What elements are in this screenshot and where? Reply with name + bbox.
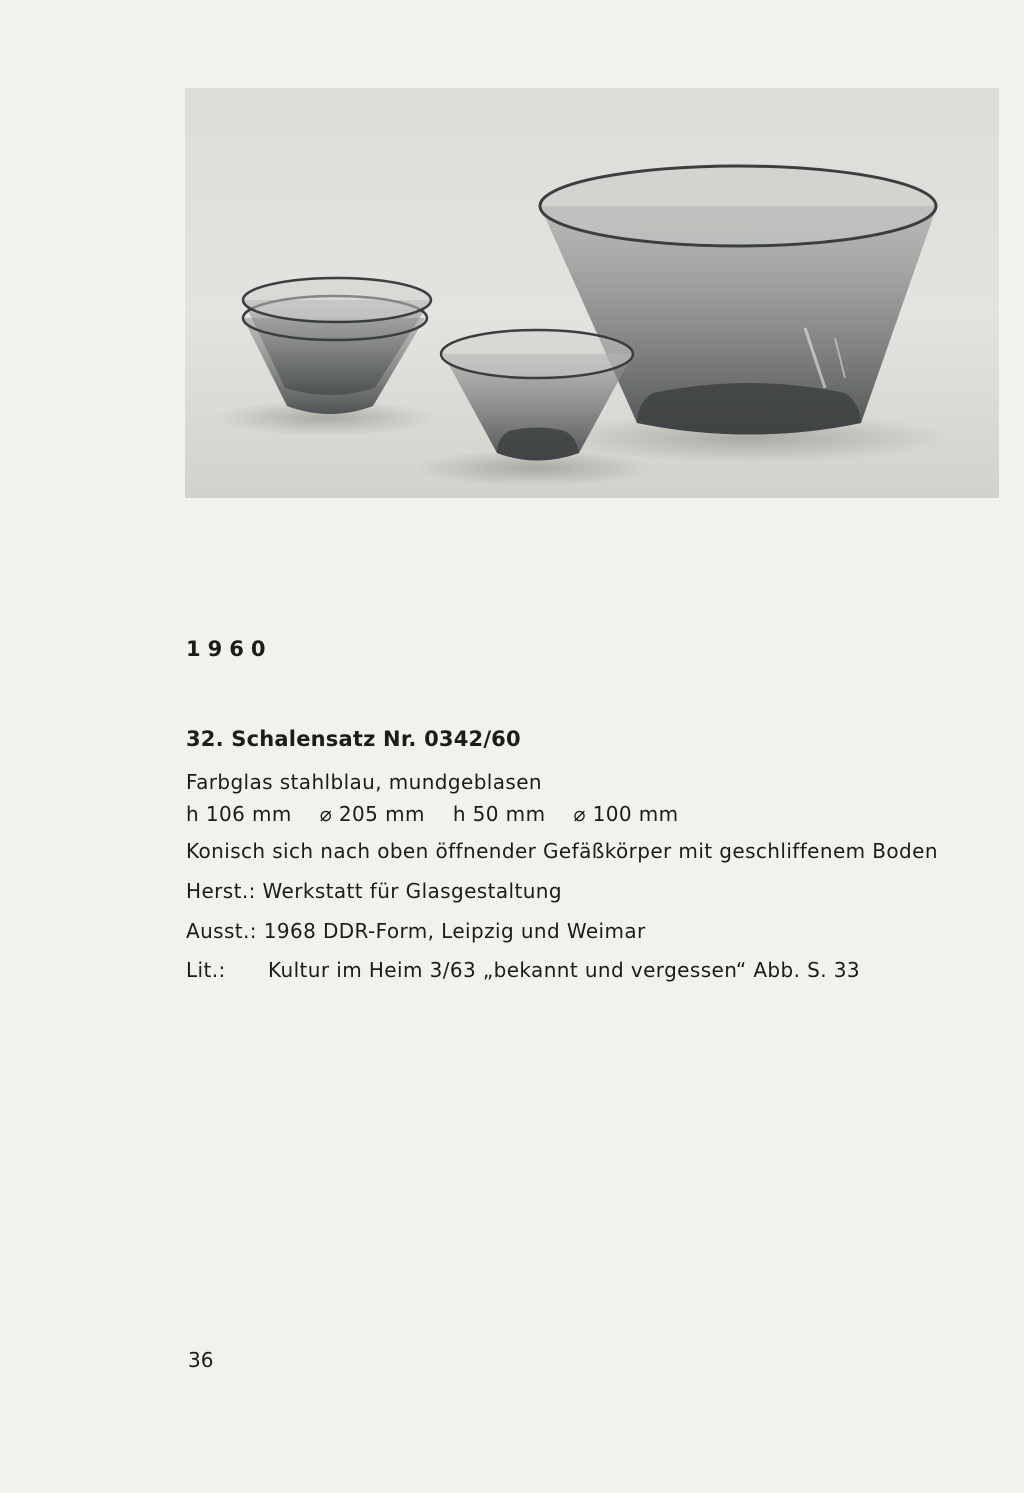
literature-label: Lit.: [186, 958, 226, 982]
material-line: Farbglas stahlblau, mundgeblasen [186, 770, 543, 794]
year-heading: 1960 [186, 637, 273, 661]
literature-value: Kultur im Heim 3/63 „bekannt und vergessen“ Abb. S. 33 [268, 958, 861, 982]
description-line: Konisch sich nach oben öffnender Gefäßkörper mit geschliffenem Boden [186, 839, 938, 863]
height-small: h 50 mm [452, 802, 546, 826]
dimensions-line [186, 802, 679, 826]
diameter-large: ⌀ 205 mm [319, 802, 425, 826]
exhibition-value: 1968 DDR-Form, Leipzig und Weimar [263, 919, 646, 943]
glass-bowls-illustration [185, 88, 999, 498]
manufacturer-label: Herst.: [186, 879, 256, 903]
exhibition-line [186, 919, 646, 943]
exhibition-label: Ausst.: [186, 919, 257, 943]
entry-title: 32. Schalensatz Nr. 0342/60 [186, 727, 521, 751]
manufacturer-line [186, 879, 562, 903]
diameter-small: ⌀ 100 mm [573, 802, 679, 826]
height-large: h 106 mm [186, 802, 292, 826]
page-number: 36 [188, 1348, 214, 1372]
manufacturer-value: Werkstatt für Glasgestaltung [262, 879, 562, 903]
product-photo-glass-bowls [185, 88, 999, 498]
literature-line [186, 958, 860, 982]
